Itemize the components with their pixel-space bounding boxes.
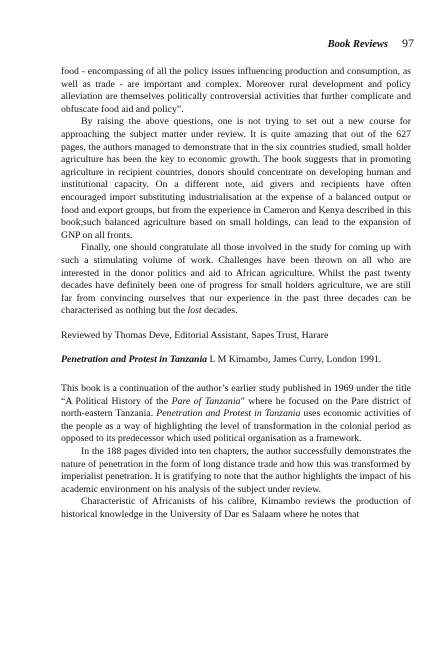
continuation-text-a: This book is a continuation of the author’s earlier study published in 1969 under the title “A Political History of the [61, 383, 411, 407]
continuation-text-c: uses economic activities of the people as a way of highlighting the level of transformation in the colonial period as opposed to its predecessor which used political organisation as a framework. [61, 408, 411, 445]
paragraph-africanists: Characteristic of Africanists of his calibre, Kimambo reviews the production of historical knowledge in the University of Dar es Salaam where he notes that [61, 496, 411, 520]
paragraph-chapters: In the 188 pages divided into ten chapters, the author successfully demonstrates the nature of penetration in the form of long distance trade and how this was transformed by imperialist penetration. It is gratifying to note that the author highlights the impact of his academic environment on his analysis of the subject under review. [61, 446, 411, 495]
page-number: 97 [402, 36, 414, 50]
body-text [61, 66, 411, 522]
review-book-meta: L M Kimambo, James Curry, London 1991. [207, 354, 382, 366]
penetration-title: Penetration and Protest in Tanzania [156, 408, 301, 420]
paragraph-questions: By raising the above questions, one is not trying to set out a new course for approaching the subject matter under review. It is quite amazing that out of the 627 pages, the authors managed to demonstrate that in the six countries studied, small holder agriculture has been the key to economic growth. The book suggests that in promoting agriculture in recipient countries, donors should concentrate on developing human and institutional capacity. On a different note, aid givers and recipients have often encouraged import substituting industrialisation at the expense of a balanced output or food and export groups, but from the experience in Cameron and Kenya described in this book,such balanced agriculture based on small holdings, can lead to the expansion of GNP on all fronts. [61, 116, 411, 241]
conclusion-end: decades. [201, 305, 238, 317]
conclusion-text: Finally, one should congratulate all those involved in the study for coming up with such a stimulating volume of work. Challenges have been thrown on all who are interested in the donor politics and aid to African agriculture. Whilst the past twenty decades have definitely been one of progress for small holders agriculture, we are still far from convincing ourselves that our experience in the past three decades can be characterised as nothing but the [61, 242, 411, 317]
paragraph-conclusion [61, 242, 411, 318]
review-heading [61, 354, 411, 367]
continuation-text-b: ” where he focused on the Pare district of north-eastern Tanzania. [61, 395, 411, 420]
paragraph-continuation [61, 383, 411, 446]
paragraph-food-policy: food - encompassing of all the policy issues influencing production and consumption, as well as trade - are important and complex. Moreover rural development and policy alleviation are themselves politically controversial activities that further complicate and obfuscate food aid and policy”. [61, 66, 411, 115]
lost-emphasis: lost [187, 305, 202, 317]
review-book-title: Penetration and Protest in Tanzania [61, 354, 208, 366]
pare-title: Pare of Tanzania [171, 395, 241, 407]
running-header [328, 36, 414, 51]
reviewer-credit: Reviewed by Thomas Deve, Editorial Assistant, Sapes Trust, Harare [61, 329, 329, 341]
section-title: Book Reviews [327, 39, 388, 50]
